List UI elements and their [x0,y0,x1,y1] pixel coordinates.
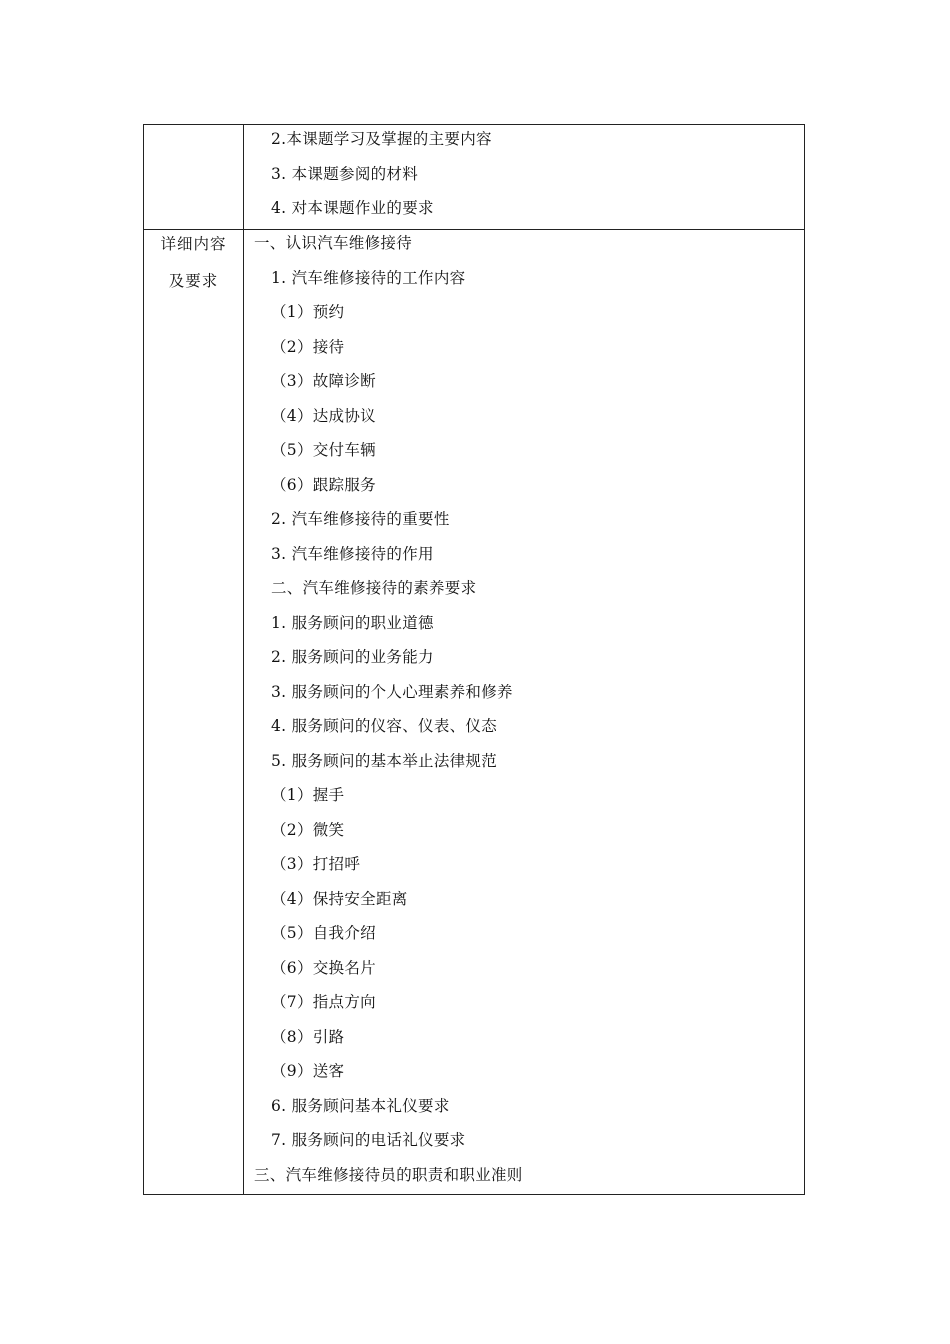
list-item: 5. 服务顾问的基本举止法律规范 [271,752,498,770]
top-item: 2.本课题学习及掌握的主要内容 [271,130,492,148]
list-item: （3）打招呼 [271,855,361,873]
section-heading: 一、认识汽车维修接待 [254,234,413,252]
column-divider [243,125,244,1194]
list-item: （1）预约 [271,303,345,321]
list-item: 6. 服务顾问基本礼仪要求 [271,1097,450,1115]
list-item: （8）引路 [271,1028,345,1046]
section-heading: 三、汽车维修接待员的职责和职业准则 [254,1166,523,1184]
list-item: 1. 服务顾问的职业道德 [271,614,434,632]
top-item: 3. 本课题参阅的材料 [271,165,419,183]
list-item: （7）指点方向 [271,993,376,1011]
section-heading: 二、汽车维修接待的素养要求 [271,579,477,597]
list-item: 3. 服务顾问的个人心理素养和修养 [271,683,513,701]
list-item: （6）跟踪服务 [271,476,376,494]
list-item: （2）接待 [271,338,345,356]
list-item: （2）微笑 [271,821,345,839]
document-table [143,124,805,1195]
list-item: （9）送客 [271,1062,345,1080]
list-item: （1）握手 [271,786,345,804]
list-item: 2. 服务顾问的业务能力 [271,648,434,666]
list-item: 1. 汽车维修接待的工作内容 [271,269,466,287]
detail-label-line2: 及要求 [168,272,219,290]
list-item: （5）交付车辆 [271,441,376,459]
list-item: 7. 服务顾问的电话礼仪要求 [271,1131,466,1149]
row-divider [144,229,804,230]
list-item: （6）交换名片 [271,959,376,977]
list-item: 2. 汽车维修接待的重要性 [271,510,450,528]
detail-label-line1: 详细内容 [160,235,227,253]
list-item: 4. 服务顾问的仪容、仪表、仪态 [271,717,498,735]
list-item: 3. 汽车维修接待的作用 [271,545,434,563]
top-item: 4. 对本课题作业的要求 [271,199,434,217]
list-item: （3）故障诊断 [271,372,376,390]
list-item: （4）达成协议 [271,407,376,425]
list-item: （4）保持安全距离 [271,890,408,908]
list-item: （5）自我介绍 [271,924,376,942]
